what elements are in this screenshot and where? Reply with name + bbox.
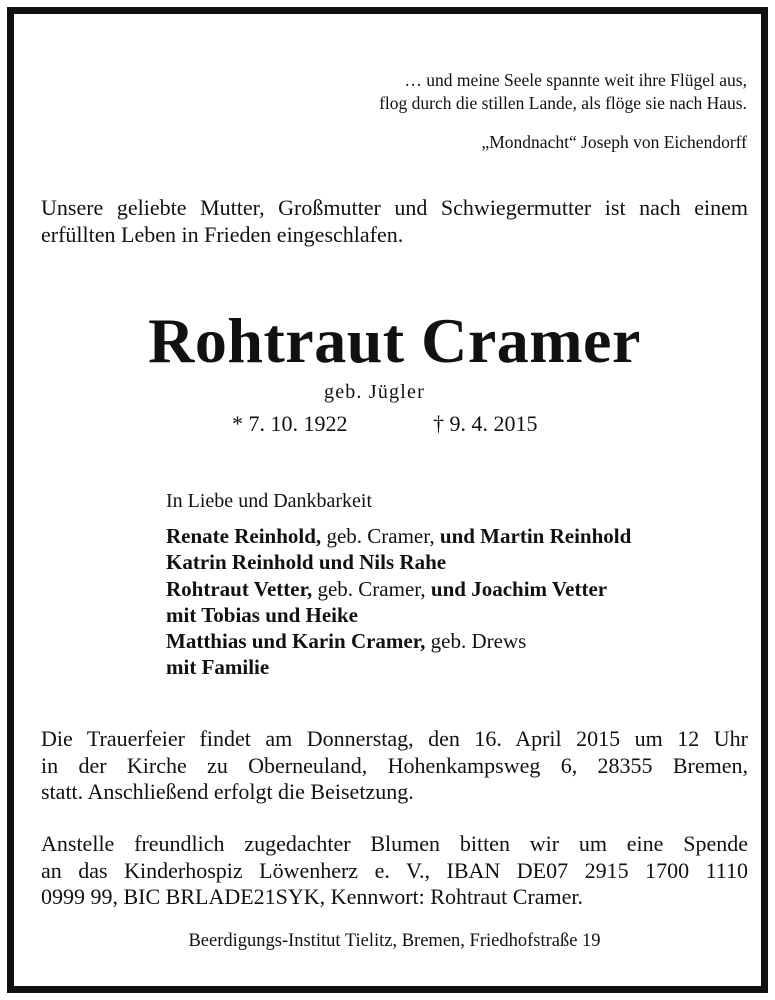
funeral-line: in der Kirche zu Oberneuland, Hohenkampsweg 6, 28355 Bremen, [41, 752, 748, 778]
deceased-name: Rohtraut Cramer [148, 305, 641, 376]
mourner-name: und Joachim Vetter [430, 576, 608, 601]
funeral-info [41, 726, 748, 806]
mourner-note: geb. Cramer, [321, 524, 440, 548]
funeral-line: Die Trauerfeier findet am Donnerstag, den 16. April 2015 um 12 Uhr [41, 726, 748, 751]
mourner-name: und Martin Reinhold [439, 524, 632, 548]
funeral-line: statt. Anschließend erfolgt die Beisetzung. [41, 779, 414, 804]
death-date: † 9. 4. 2015 [433, 411, 538, 436]
mourner-name: Matthias und Karin Cramer, [166, 629, 426, 654]
family-row [166, 628, 631, 654]
poem-source: „Mondnacht“ Joseph von Eichendorff [481, 132, 747, 152]
donation-line: Anstelle freundlich zugedachter Blumen bitten wir um eine Spende [41, 831, 748, 856]
donation-info [41, 831, 748, 911]
mourner-note: geb. Drews [425, 629, 527, 654]
dedication: In Liebe und Dankbarkeit [166, 490, 373, 512]
poem-quote [379, 69, 747, 115]
family-row: mit Tobias und Heike [166, 602, 358, 627]
mourner-name: Renate Reinhold, [166, 524, 322, 548]
mourner-note: geb. Cramer, [312, 576, 431, 601]
birth-date: * 7. 10. 1922 [232, 411, 348, 436]
obituary-frame [7, 7, 768, 993]
family-list [166, 523, 631, 681]
mourner-name: Rohtraut Vetter, [166, 576, 313, 601]
family-row [166, 576, 631, 602]
family-row [166, 523, 631, 549]
donation-line: 0999 99, BIC BRLADE21SYK, Kennwort: Rohtraut Cramer. [41, 884, 584, 909]
family-row: Katrin Reinhold und Nils Rahe [166, 550, 447, 575]
intro-text: Unsere geliebte Mutter, Großmutter und Schwiegermutter ist nach einem erfüllten Leben in Frieden eingeschlafen. [41, 195, 748, 247]
family-row: mit Familie [166, 655, 270, 680]
donation-line: an das Kinderhospiz Löwenherz e. V., IBAN DE07 2915 1700 1110 [41, 857, 748, 883]
poem-line-2: flog durch die stillen Lande, als flöge sie nach Haus. [379, 93, 747, 113]
funeral-home: Beerdigungs-Institut Tielitz, Bremen, Friedhofstraße 19 [188, 931, 601, 951]
poem-line-1: … und meine Seele spannte weit ihre Flügel aus, [404, 70, 747, 90]
birth-name: geb. Jügler [324, 381, 425, 403]
